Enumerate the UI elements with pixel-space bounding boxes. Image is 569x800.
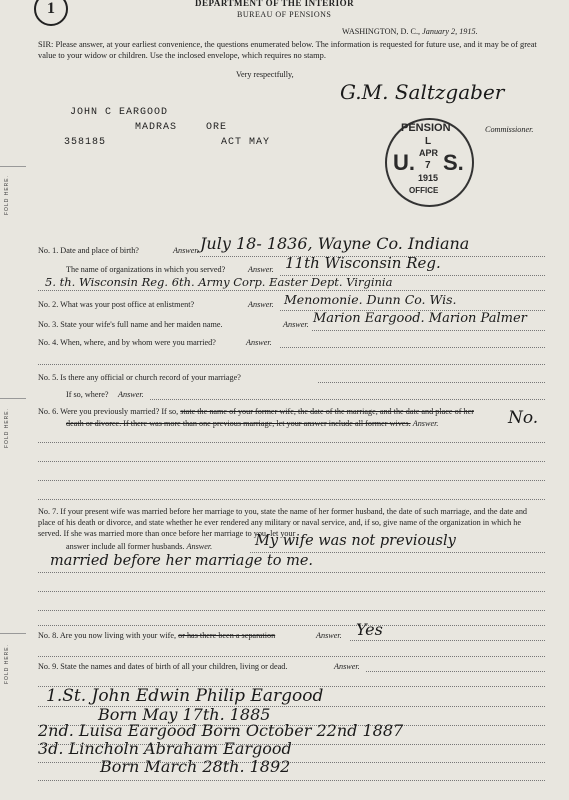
question-2-answer-word: Answer.	[248, 300, 274, 309]
fold-label-1: FOLD HERE.	[4, 174, 10, 215]
letter-body: SIR: Please answer, at your earliest convenience, the questions enumerated below. The information is requested for future use, and it may be of great value to your widow or children. Use the inclosed envelope, which requires no stamp.	[38, 40, 537, 60]
letter-date	[342, 27, 478, 36]
corner-circled-mark	[34, 0, 68, 26]
fold-tick-1	[0, 166, 26, 167]
question-6-label: No. 6. Were you previously married? If so, state the name of your former wife, the date of the marriage, and the date and place of her	[38, 407, 474, 416]
date-place: WASHINGTON, D. C.,	[342, 27, 421, 36]
question-1-answer-word: Answer.	[173, 246, 199, 255]
question-4-answer-word: Answer.	[246, 338, 272, 347]
question-3-answer-word: Answer.	[283, 320, 309, 329]
bureau-title: BUREAU OF PENSIONS	[237, 10, 332, 19]
question-6-struck-text: state the name of your former wife, the date of the marriage, and the date and place of her	[180, 407, 474, 416]
corner-mark-text: 1	[47, 0, 55, 17]
question-5-label: No. 5. Is there any official or church record of your marriage?	[38, 373, 241, 382]
child-line-3: 2nd. Luisa Eargood Born October 22nd 1887	[38, 721, 404, 740]
department-title: DEPARTMENT OF THE INTERIOR	[195, 0, 355, 8]
pension-office-postmark	[385, 118, 474, 207]
question-1b-answer: 11th Wisconsin Reg.	[285, 254, 441, 272]
stamp-bottom: OFFICE	[409, 186, 439, 195]
question-7-label-end: answer include all former husbands. Answer.	[66, 542, 213, 551]
address-state: ORE	[206, 122, 228, 133]
stamp-year: 1915	[418, 173, 439, 183]
question-2-answer: Menomonie. Dunn Co. Wis.	[284, 292, 457, 307]
question-5b-label: If so, where?	[66, 390, 109, 399]
question-9-answer-word: Answer.	[334, 662, 360, 671]
question-6-label-continued: death or divorce. If there was more than one previous marriage, let your answer include all former wives. Answer.	[66, 419, 439, 428]
question-1-label: No. 1. Date and place of birth?	[38, 246, 139, 255]
child-line-5: Born March 28th. 1892	[100, 757, 291, 776]
commissioner-signature: G.M. Saltzgaber	[340, 80, 505, 104]
question-8-struck-text: or has there been a separation	[178, 631, 276, 640]
date-value: January 2, 1915.	[422, 27, 478, 36]
address-name: JOHN C EARGOOD	[70, 107, 169, 118]
question-4-label: No. 4. When, where, and by whom were you married?	[38, 338, 216, 347]
fold-label-3: FOLD HERE.	[4, 643, 10, 684]
question-2-label: No. 2. What was your post office at enlistment?	[38, 300, 195, 309]
stamp-day: 7	[425, 160, 431, 171]
stamp-top: PENSION	[401, 122, 451, 134]
letter-closing: Very respectfully,	[236, 70, 294, 79]
question-1b-answer-continued: 5. th. Wisconsin Reg. 6th. Army Corp. Easter Dept. Virginia	[45, 275, 393, 289]
child-line-1: 1.St. John Edwin Philip Eargood	[46, 686, 324, 706]
address-city: MADRAS	[135, 122, 178, 133]
fold-label-2: FOLD HERE.	[4, 407, 10, 448]
question-1-answer: July 18- 1836, Wayne Co. Indiana	[200, 234, 470, 253]
child-line-4: 3d. Lincholn Abraham Eargood	[38, 739, 292, 758]
question-5b-answer-word: Answer.	[118, 390, 144, 399]
child-line-2: Born May 17th. 1885	[98, 705, 271, 724]
question-7-answer: My wife was not previously	[255, 533, 456, 549]
commissioner-title: Commissioner.	[485, 125, 534, 134]
question-6-answer: No.	[508, 408, 539, 428]
stamp-right: S.	[443, 150, 464, 175]
question-9-label: No. 9. State the names and dates of birth of all your children, living or dead.	[38, 662, 288, 671]
question-7-label: No. 7. If your present wife was married before her marriage to you, state the name of her former husband, the date of such marriage, and the date and place of his death or divorce, and state whether he ever rendered any military or naval service, and, if so, give name of the organization in which he served. If she was married more than once before her marriage to you, let your	[38, 507, 528, 538]
pension-number: 358185	[64, 137, 107, 148]
act-label: ACT MAY	[221, 137, 271, 148]
question-1b-answer-word: Answer.	[248, 265, 274, 274]
question-8-answer: Yes	[356, 620, 383, 639]
stamp-left: U.	[393, 150, 415, 175]
question-8-label: No. 8. Are you now living with your wife, or has there been a separation	[38, 631, 276, 640]
fold-tick-2	[0, 398, 26, 399]
question-1b-label: The name of organizations in which you served?	[66, 265, 226, 274]
fold-tick-3	[0, 633, 26, 634]
question-8-answer-word: Answer.	[316, 631, 342, 640]
stamp-month: APR	[419, 148, 439, 158]
question-3-label: No. 3. State your wife's full name and her maiden name.	[38, 320, 223, 329]
question-3-answer: Marion Eargood. Marion Palmer	[313, 311, 527, 326]
question-7-answer-continued: married before her marriage to me.	[50, 553, 314, 569]
stamp-letter: L	[425, 136, 432, 147]
